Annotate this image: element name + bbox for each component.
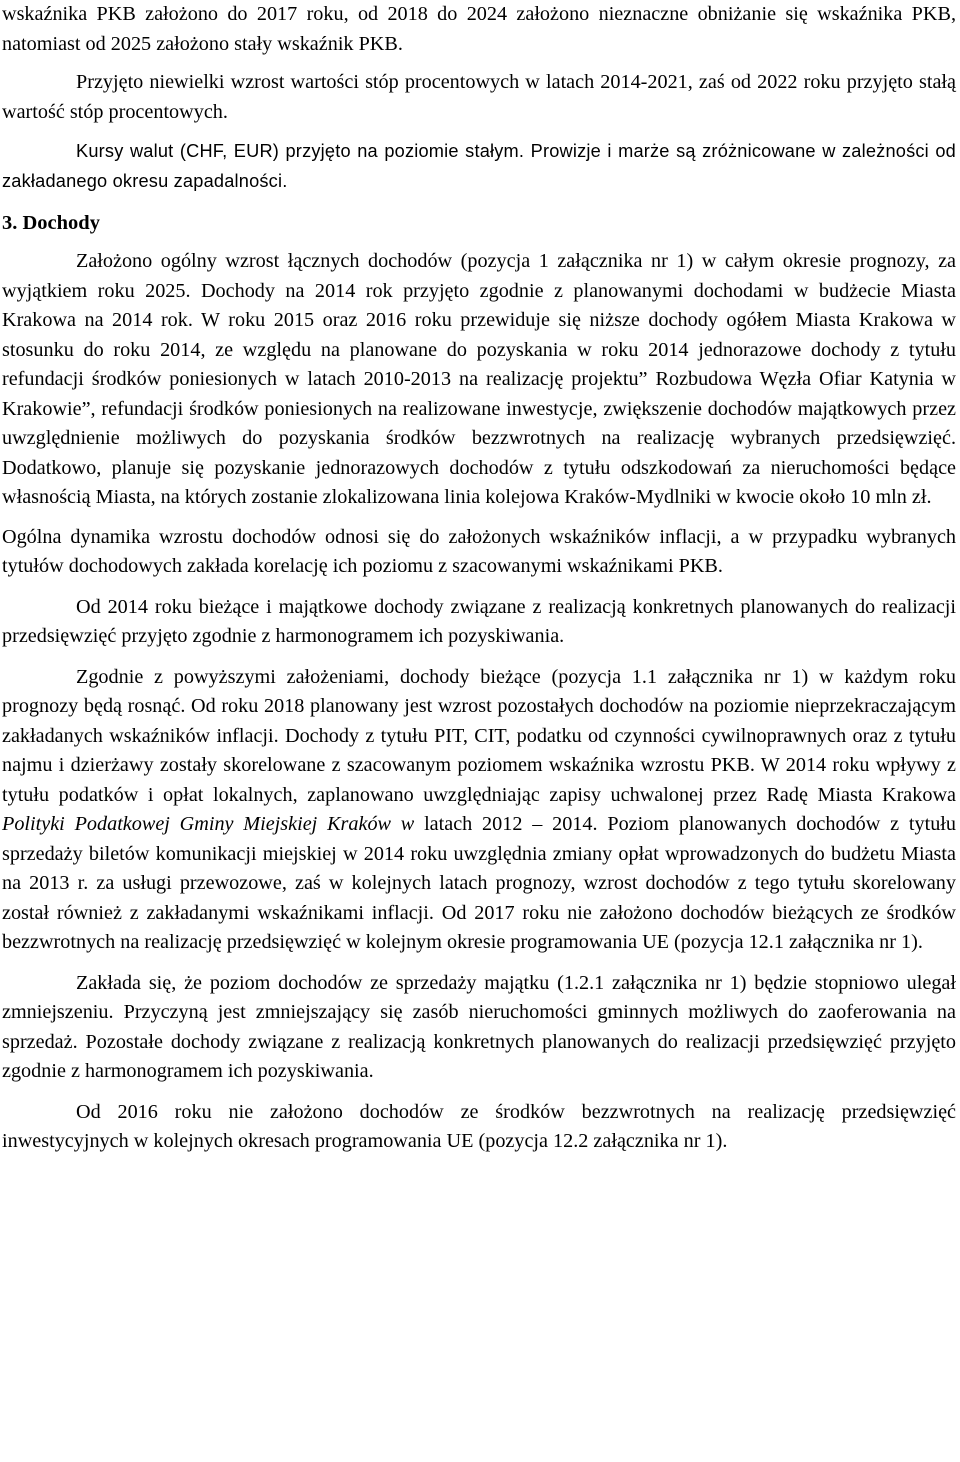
paragraph-income-overview [2, 247, 956, 513]
paragraph-interest-rates: Przyjęto niewielki wzrost wartości stóp procentowych w latach 2014-2021, zaś od 2022 roku przyjęto stałą wartość stóp procentowych. [2, 71, 956, 123]
paragraph-current-income [2, 663, 956, 958]
income-overview-body: Dochody na 2014 rok przyjęto zgodnie z planowanymi dochodami w budżecie Miasta Krakowa na 2014 rok. W roku 2015 oraz 2016 roku przewiduje się niższe dochody ogółem Miasta Krakowa w stosunku do roku 2014, ze względu na planowane do pozyskania w roku 2014 jednorazowe dochody z tytułu refundacji środków poniesionych w latach 2010-2013 na realizację projektu” Rozbudowa Węzła Ofiar Katynia w Krakowie”, refundacji środków poniesionych na realizowane inwestycje, zwiększenie dochodów majątkowych przez uwzględnienie możliwych do pozyskania środków bezzwrotnych na realizację wybranych przedsięwzięć. Dodatkowo, planuje się pozyskanie jednorazowych dochodów z tytułu odszkodowań za nieruchomości będące własnością Miasta, na których zostanie zlokalizowana linia kolejowa Kraków-Mydlniki w kwocie około 10 mln zł. [2, 279, 956, 508]
current-income-part-1: Zgodnie z powyższymi założeniami, dochody bieżące (pozycja 1.1 załącznika nr 1) w każdym roku prognozy będą rosnąć. Od roku 2018 planowany jest wzrost pozostałych dochodów na poziomie nieprzekraczającym zakładanych wskaźników inflacji. Dochody z tytułu PIT, CIT, podatku od czynności cywilnoprawnych oraz z tytułu najmu i dzierżawy zostały skorelowane z szacowanym poziomem wskaźnika wzrostu PKB. W 2014 roku wpływy z tytułu podatków i opłat lokalnych, zaplanowano uwzględniając zapisy uchwalonej przez Radę Miasta Krakowa [2, 665, 956, 806]
paragraph-asset-sales: Zakłada się, że poziom dochodów ze sprzedaży majątku (1.2.1 załącznika nr 1) będzie stopniowo ulegał zmniejszeniu. Przyczyną jest zmniejszający się zasób nieruchomości gminnych możliwych do zaoferowania na sprzedaż. Pozostałe dochody związane z realizacją konkretnych planowanych do realizacji przedsięwzięć przyjęto zgodnie z harmonogramem ich pozyskiwania. [2, 971, 956, 1082]
current-income-part-2: latach 2012 – 2014. Poziom planowanych dochodów z tytułu sprzedaży biletów komunikacji miejskiej w 2014 roku uwzględnia zmiany opłat wprowadzonych do budżetu Miasta na 2013 r. za usługi przewozowe, zaś w kolejnych latach prognozy, wzrost dochodów z tego tytułu skorelowany został również z zakładanymi wskaźnikami inflacji. Od 2017 roku nie założono dochodów bieżących ze środków bezzwrotnych na realizację przedsięwzięć w kolejnym okresie programowania UE (pozycja 12.1 załącznika nr 1). [2, 813, 957, 953]
paragraph-income-dynamics: Ogólna dynamika wzrostu dochodów odnosi się do założonych wskaźników inflacji, a w przypadku wybranych tytułów dochodowych zakłada korelację ich poziomu z szacowanymi wskaźnikami PKB. [2, 525, 956, 577]
section-heading-income: 3. Dochody [2, 212, 100, 234]
paragraph-exchange-rates: Kursy walut (CHF, EUR) przyjęto na poziomie stałym. Prowizje i marże są zróżnicowane w zależności od zakładanego okresu zapadalności. [2, 141, 956, 191]
paragraph-gdp-assumptions: wskaźnika PKB założono do 2017 roku, od 2018 do 2024 założono nieznaczne obniżanie się wskaźnika PKB, natomiast od 2025 założono stały wskaźnik PKB. [2, 3, 956, 55]
paragraph-capital-income: Od 2014 roku bieżące i majątkowe dochody związane z realizacją konkretnych planowanych do realizacji przedsięwzięć przyjęto zgodnie z harmonogramem ich pozyskiwania. [2, 595, 956, 647]
income-overview-lead: Założono ogólny wzrost łącznych dochodów (pozycja 1 załącznika nr 1) w całym okresie prognozy, za wyjątkiem roku 2025. [2, 250, 956, 302]
tax-policy-title: Polityki Podatkowej Gminy Miejskiej Kraków w [2, 813, 415, 835]
paragraph-eu-funds: Od 2016 roku nie założono dochodów ze środków bezzwrotnych na realizację przedsięwzięć inwestycyjnych w kolejnych okresach programowania UE (pozycja 12.2 załącznika nr 1). [2, 1100, 956, 1152]
